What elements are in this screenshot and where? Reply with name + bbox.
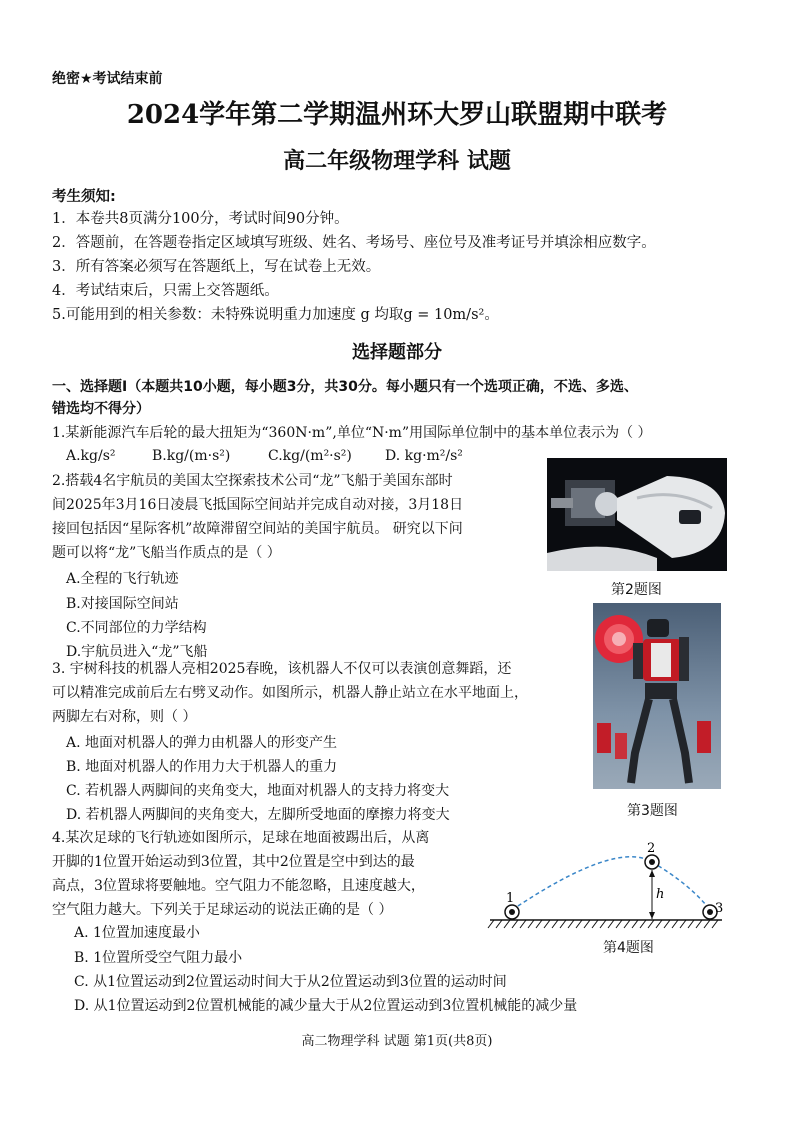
question-4-stem: 开脚的1位置开始运动到3位置，其中2位置是空中到达的最 [52,854,415,870]
position-label-2: 2 [647,841,656,856]
notice-item: 4．考试结束后，只需上交答题纸。 [52,283,279,299]
q2-option-d: D.宇航员进入“龙”飞船 [66,644,208,660]
question-3-stem: 3. 宇树科技的机器人亮相2025春晚，该机器人不仅可以表演创意舞蹈，还 [52,661,512,677]
question-2-stem: 接回包括因“星际客机”故障滞留空间站的美国宇航员。 研究以下问 [52,521,463,537]
q1-option-a: A.kg/s² [66,448,116,464]
page-footer: 高二物理学科 试题 第1页(共8页) [301,1034,493,1049]
part-heading-cont: 错选均不得分） [52,401,150,417]
figure-caption: 第2题图 [611,582,662,598]
q2-option-c: C.不同部位的力学结构 [66,620,207,636]
q1-option-d: D. kg·m²/s² [385,448,463,464]
question-2-stem: 间2025年3月16日凌晨飞抵国际空间站并完成自动对接，3月18日 [52,497,464,513]
question-4-stem: 高点，3位置球将要触地。空气阻力不能忽略，且速度越大， [52,878,425,894]
exam-subtitle: 高二年级物理学科 试题 [283,148,511,174]
q4-option-a: A. 1位置加速度最小 [74,925,200,941]
q3-option-a: A. 地面对机器人的弹力由机器人的形变产生 [66,735,338,751]
figure-caption: 第3题图 [627,803,678,819]
section-title: 选择题部分 [352,342,442,363]
question-2-stem: 2.搭载4名宇航员的美国太空探索技术公司“龙”飞船于美国东部时 [52,473,453,489]
q3-option-b: B. 地面对机器人的作用力大于机器人的重力 [66,759,338,775]
question-3-stem: 两脚左右对称，则（ ） [52,709,197,725]
question-4-stem: 4.某次足球的飞行轨迹如图所示，足球在地面被踢出后，从离 [52,830,430,846]
question-3-stem: 可以精准完成前后左右劈叉动作。如图所示，机器人静止站立在水平地面上， [52,685,528,701]
exam-title: 2024学年第二学期温州环大罗山联盟期中联考 [126,100,668,130]
figure-caption: 第4题图 [603,940,654,956]
question-1-stem: 1.某新能源汽车后轮的最大扭矩为“360N·m”,单位“N·m”用国际单位制中的基本单位表示为（ ） [52,425,652,441]
position-label-3: 3 [715,901,724,916]
notice-item: 3．所有答案必须写在答题纸上，写在试卷上无效。 [52,259,381,275]
q1-option-b: B.kg/(m·s²) [152,448,231,464]
question-2-stem: 题可以将“龙”飞船当作质点的是（ ） [52,545,281,561]
confidential-label: 绝密★考试结束前 [52,71,163,87]
q3-option-d: D. 若机器人两脚间的夹角变大，左脚所受地面的摩擦力将变大 [66,807,450,823]
height-label: h [656,887,665,902]
notice-item: 5.可能用到的相关参数：未特殊说明重力加速度 g 均取g = 10m/s²。 [52,307,499,323]
q2-option-a: A.全程的飞行轨迹 [66,571,179,587]
robot-photo [593,603,721,789]
q4-option-c: C. 从1位置运动到2位置运动时间大于从2位置运动到3位置的运动时间 [74,974,507,990]
q1-option-c: C.kg/(m²·s²) [268,448,352,464]
q4-option-d: D. 从1位置运动到2位置机械能的减少量大于从2位置运动到3位置机械能的减少量 [74,998,578,1014]
part-heading: 一、选择题Ⅰ（本题共10小题，每小题3分，共30分。每小题只有一个选项正确，不选、多选、 [52,379,638,395]
q4-option-b: B. 1位置所受空气阻力最小 [74,950,243,966]
q3-option-c: C. 若机器人两脚间的夹角变大，地面对机器人的支持力将变大 [66,783,450,799]
question-4-stem: 空气阻力越大。下列关于足球运动的说法正确的是（ ） [52,902,393,918]
trajectory-diagram [486,840,726,940]
notice-item: 1．本卷共8页满分100分，考试时间90分钟。 [52,211,349,227]
position-label-1: 1 [506,891,515,906]
notice-item: 2．答题前，在答题卷指定区域填写班级、姓名、考场号、座位号及准考证号并填涂相应数字。 [52,235,656,251]
notice-heading: 考生须知: [52,189,116,205]
spacecraft-photo [547,458,727,571]
q2-option-b: B.对接国际空间站 [66,596,179,612]
